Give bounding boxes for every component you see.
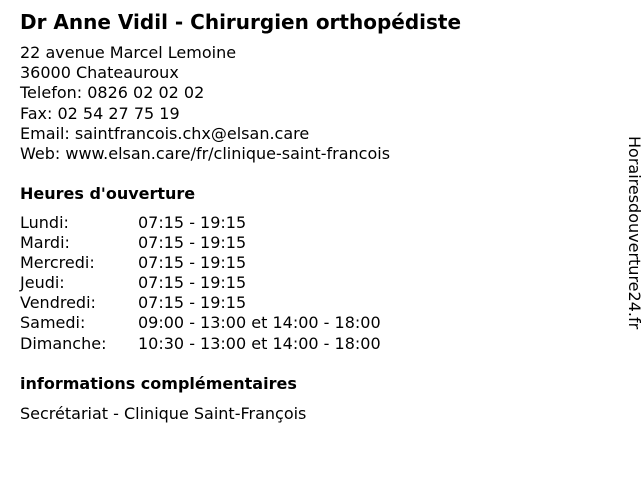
hours-row bbox=[20, 334, 381, 354]
day-label: Dimanche: bbox=[20, 333, 107, 353]
time-range: 07:15 - 19:15 bbox=[138, 293, 247, 313]
day-label: Mercredi: bbox=[20, 253, 95, 273]
hours-row bbox=[20, 293, 381, 313]
page-title: Dr Anne Vidil - Chirurgien orthopédiste bbox=[20, 10, 462, 34]
time-range: 07:15 - 19:15 bbox=[138, 213, 247, 232]
address-city: 36000 Chateauroux bbox=[20, 63, 179, 83]
hours-heading: Heures d'ouverture bbox=[20, 184, 196, 203]
address-street: 22 avenue Marcel Lemoine bbox=[20, 43, 237, 62]
time-range: 07:15 - 19:15 bbox=[138, 273, 247, 293]
info-text: Secrétariat - Clinique Saint-François bbox=[20, 404, 307, 423]
day-label: Vendredi: bbox=[20, 293, 96, 313]
day-label: Mardi: bbox=[20, 233, 70, 253]
time-range: 07:15 - 19:15 bbox=[138, 233, 247, 253]
hours-table bbox=[20, 213, 381, 354]
day-label: Jeudi: bbox=[20, 273, 65, 293]
hours-row bbox=[20, 213, 381, 233]
contact-block bbox=[20, 43, 390, 164]
website-url: Web: www.elsan.care/fr/clinique-saint-francois bbox=[20, 144, 391, 164]
email-address: Email: saintfrancois.chx@elsan.care bbox=[20, 123, 310, 143]
hours-row bbox=[20, 313, 381, 333]
phone-number: Telefon: 0826 02 02 02 bbox=[20, 83, 205, 103]
hours-row bbox=[20, 273, 381, 293]
info-heading: informations complémentaires bbox=[20, 374, 297, 393]
hours-row bbox=[20, 233, 381, 253]
time-range: 09:00 - 13:00 et 14:00 - 18:00 bbox=[138, 313, 381, 333]
fax-number: Fax: 02 54 27 75 19 bbox=[20, 103, 180, 123]
time-range: 10:30 - 13:00 et 14:00 - 18:00 bbox=[138, 333, 381, 353]
day-label: Lundi: bbox=[20, 213, 69, 232]
watermark-text: Horairesdouverture24.fr bbox=[625, 136, 644, 330]
day-label: Samedi: bbox=[20, 313, 86, 333]
time-range: 07:15 - 19:15 bbox=[138, 253, 247, 273]
hours-row bbox=[20, 253, 381, 273]
